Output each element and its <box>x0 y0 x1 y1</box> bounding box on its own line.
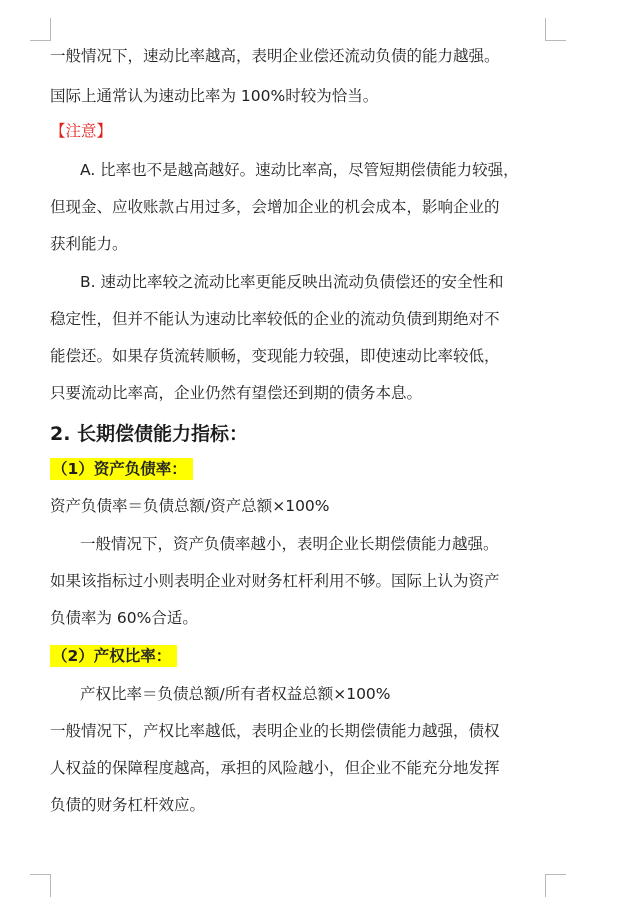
paragraph-line: 人权益的保障程度越高，承担的风险越小，但企业不能充分地发挥 <box>50 759 500 777</box>
page-corner-top-left <box>30 18 51 41</box>
paragraph-line: 一般情况下，资产负债率越小，表明企业长期偿债能力越强。 <box>80 535 499 553</box>
paragraph-line: 一般情况下，速动比率越高，表明企业偿还流动负债的能力越强。 <box>50 47 500 65</box>
paragraph-line: 稳定性，但并不能认为速动比率较低的企业的流动负债到期绝对不 <box>50 310 500 328</box>
paragraph-line: 能偿还。如果存货流转顺畅，变现能力较强，即使速动比率较低， <box>50 347 500 365</box>
paragraph-line: 负债的财务杠杆效应。 <box>50 796 206 814</box>
formula-line: 资产负债率＝负债总额/资产总额×100% <box>50 497 330 515</box>
paragraph-line: 只要流动比率高，企业仍然有望偿还到期的债务本息。 <box>50 384 423 402</box>
paragraph-line: 如果该指标过小则表明企业对财务杠杆利用不够。国际上认为资产 <box>50 572 500 590</box>
page-corner-bottom-right <box>545 874 566 897</box>
paragraph-line: B. 速动比率较之流动比率更能反映出流动负债偿还的安全性和 <box>80 273 504 291</box>
paragraph-line: 国际上通常认为速动比率为 100%时较为恰当。 <box>50 87 379 105</box>
paragraph-line: 获利能力。 <box>50 235 128 253</box>
subheading-wrap <box>50 646 177 666</box>
formula-line: 产权比率＝负债总额/所有者权益总额×100% <box>80 685 391 703</box>
subheading-wrap <box>50 459 193 479</box>
page-corner-bottom-left <box>30 874 51 897</box>
highlighted-subheading: （2）产权比率： <box>50 645 177 667</box>
paragraph-line: A. 比率也不是越高越好。速动比率高，尽管短期偿债能力较强， <box>80 161 519 179</box>
page-corner-top-right <box>545 18 566 41</box>
section-heading: 2. 长期偿债能力指标： <box>50 423 249 445</box>
paragraph-line: 一般情况下，产权比率越低，表明企业的长期偿债能力越强，债权 <box>50 722 500 740</box>
highlighted-subheading: （1）资产负债率： <box>50 458 193 480</box>
note-label: 【注意】 <box>50 122 113 140</box>
paragraph-line: 但现金、应收账款占用过多，会增加企业的机会成本，影响企业的 <box>50 198 500 216</box>
paragraph-line: 负债率为 60%合适。 <box>50 609 198 627</box>
